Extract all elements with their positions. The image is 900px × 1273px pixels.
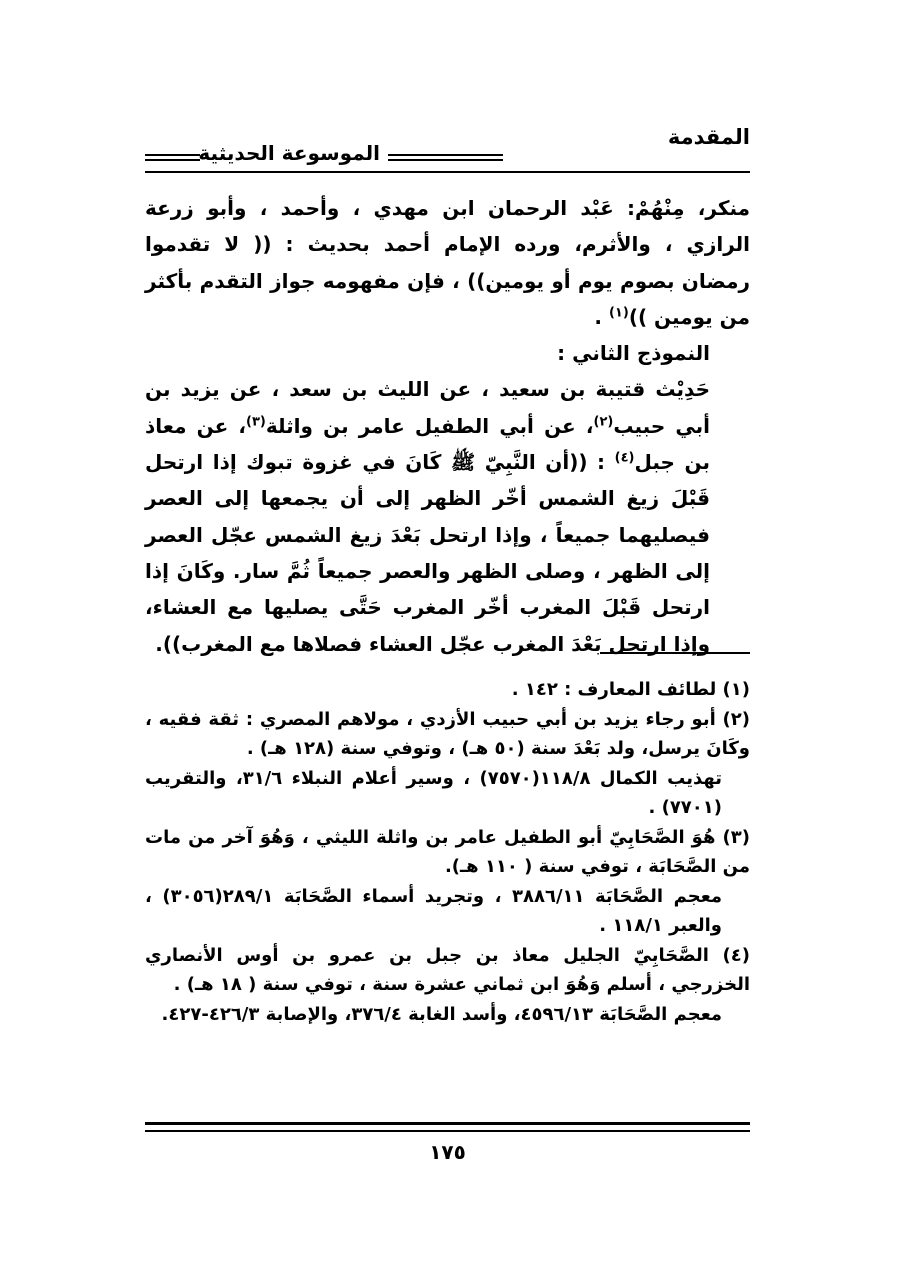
footnote: (٤) الصَّحَابِيّ الجليل معاذ بن جبل بن عمرو بن أوس الأنصاري الخزرجي ، أسلم وَهُوَ ابن ثماني عشرة سنة ، توفي سنة ( ١٨ هـ) . <box>145 944 750 995</box>
paragraph <box>145 371 750 661</box>
footnote-ref: (٣) <box>246 414 266 430</box>
paragraph-text: . <box>594 304 609 329</box>
footnote-ref: (١) <box>608 305 629 321</box>
paragraph-text: ، عن معاذ بن جبل <box>145 413 711 475</box>
page-number: ١٧٥ <box>429 1140 466 1164</box>
footnote: (١) لطائف المعارف : ١٤٢ . <box>511 679 750 700</box>
paragraph-text: منكر، مِنْهُمْ: عَبْد الرحمان ابن مهدي ، وأحمد ، وأبو زرعة الرازي ، والأثرم، ورده الإمام أحمد بحديث : (( لا تقدموا رمضان بصوم يوم أو يومين)) ، فإن مفهومه جواز التقدم بأكثر من يومين )) <box>145 196 750 329</box>
main-text <box>145 190 750 662</box>
footnote-source: معجم الصَّحَابَة ٣٨٨٦/١١ ، وتجريد أسماء الصَّحَابَة ٢٨٩/١(٣٠٥٦) ، والعبر ١١٨/١ . <box>145 885 723 936</box>
footnote: (٣) هُوَ الصَّحَابِيّ أبو الطفيل عامر بن واثلة الليثي ، وَهُوَ آخر من مات من الصَّحَابَة ، توفي سنة ( ١١٠ هـ). <box>145 826 750 877</box>
paragraph <box>145 190 750 335</box>
subheading: النموذج الثاني : <box>557 341 710 366</box>
header-rule <box>145 171 750 173</box>
section-title: المقدمة <box>667 125 750 149</box>
header-ornament-line-short <box>145 154 200 161</box>
footnote-separator <box>600 652 750 654</box>
header-ornament-line <box>388 154 503 161</box>
footnote-source: تهذيب الكمال ١١٨/٨(٧٥٧٠) ، وسير أعلام النبلاء ٣١/٦، والتقريب (٧٧٠١) . <box>145 767 722 818</box>
footer-rule <box>145 1122 750 1132</box>
book-title: الموسوعة الحديثية <box>198 141 380 165</box>
paragraph-text: : ((أن النَّبِيّ ﷺ كَانَ في غزوة تبوك إذا ارتحل قَبْلَ زيغ الشمس أخّر الظهر إلى أن يجمعها إلى العصر فيصليهما جميعاً ، وإذا ارتحل بَعْدَ زيغ الشمس عجّل العصر إلى الظهر ، وصلى الظهر والعصر جميعاً ثُمَّ سار. وكَانَ إذا ارتحل قَبْلَ المغرب أخّر المغرب حَتَّى يصليها مع العشاء، وإذا ارتحل بَعْدَ المغرب عجّل العشاء فصلاها مع المغرب)). <box>145 450 710 656</box>
footnote: (٢) أبو رجاء يزيد بن أبي حبيب الأزدي ، مولاهم المصري : ثقة فقيه ، وكَانَ يرسل، ولد بَعْدَ سنة (٥٠ هـ) ، وتوفي سنة (١٢٨ هـ) . <box>145 708 750 759</box>
footnote-ref: (٤) <box>614 450 635 466</box>
page-header <box>145 125 750 173</box>
footnotes <box>145 675 750 1029</box>
paragraph-text: حَدِيْث قتيبة بن سعيد ، عن الليث بن سعد ، عن يزيد بن أبي حبيب <box>145 377 710 438</box>
paragraph-text: ، عن أبي الطفيل عامر بن واثلة <box>265 413 594 438</box>
footnote-ref: (٢) <box>593 414 614 430</box>
footnote-source: معجم الصَّحَابَة ٤٥٩٦/١٣، وأسد الغابة ٣٧٦/٤، والإصابة ٤٢٦/٣-٤٢٧. <box>161 1003 722 1025</box>
